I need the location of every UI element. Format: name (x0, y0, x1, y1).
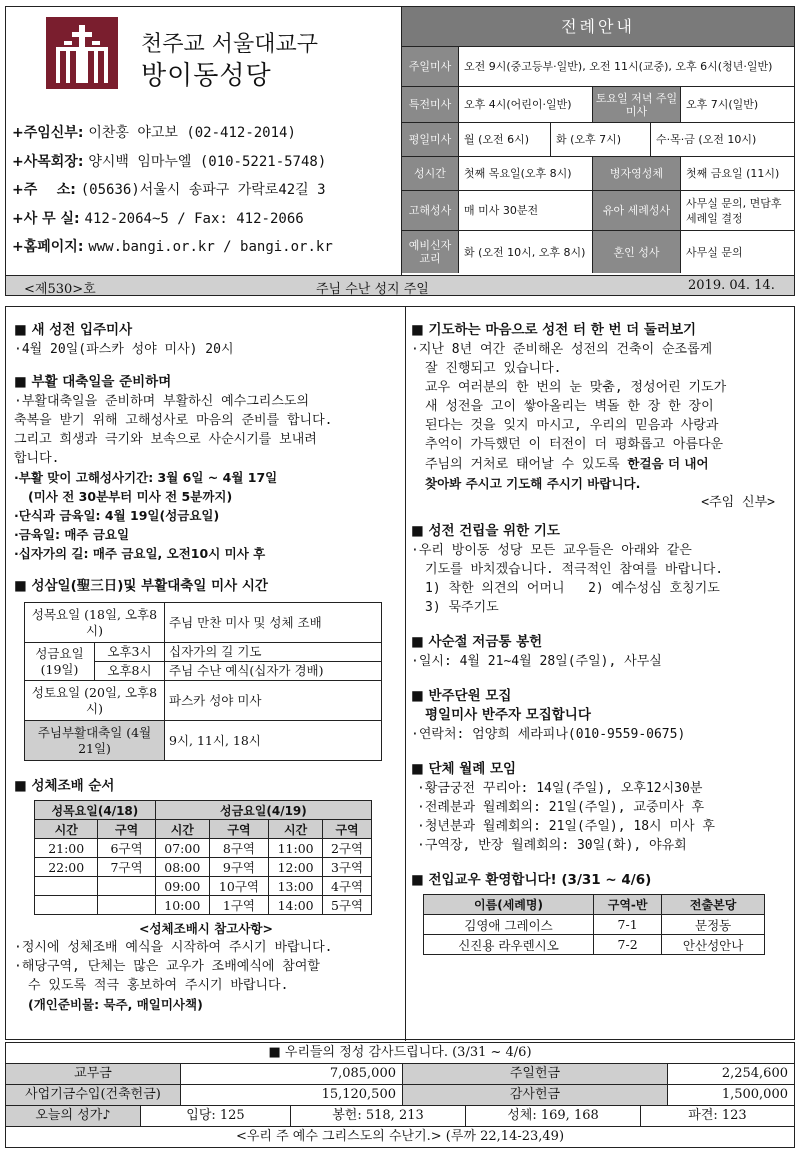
section-title-accompanist: ■ 반주단원 모집 (411, 688, 512, 704)
table-row: 성목요일 (18일, 오후8시) 주님 만찬 미사 및 성체 조배 (25, 603, 382, 643)
gospel-row: <우리 주 예수 그리스도의 수난기.> (루까 22,14-23,49) (235, 1129, 565, 1144)
list-item: ·전례분과 월례회의: 21일(주일), 교중미사 후 (417, 800, 705, 815)
info-office: +사 무 실: 412-2064~5 / Fax: 412-2066 (12, 210, 304, 227)
hymn-row: 오늘의 성가♪ 입당: 125 봉헌: 518, 213 성체: 169, 168 파견: 123 (6, 1106, 794, 1127)
issue-number: <제530>호 (24, 282, 96, 297)
adoration-table: 성목요일(4/18) 성금요일(4/19) 시간 구역 시간 구역 시간 구역 21:00 6구역 07:00 8구역 11:00 2구역 22:00 7구역 08:00 9구역 12:00 3구역 09:00 10구역 13:00 4구역 10:00 1구역 14:00 5구역 (34, 800, 372, 915)
table-row: 21:00 6구역 07:00 8구역 11:00 2구역 (35, 839, 372, 858)
table-row: 주님부활대축일 (4월 21일) 9시, 11시, 18시 (25, 721, 382, 761)
offering-row-1: 교무금 7,085,000 주일헌금 2,254,600 (6, 1064, 794, 1085)
section-title-adoration: ■ 성체조배 순서 (14, 778, 115, 794)
adoration-notes-title: <성체조배시 참고사항> (139, 921, 273, 936)
section-title-church-site: ■ 기도하는 마음으로 성전 터 한 번 더 둘러보기 (411, 322, 697, 338)
section-title-triduum: ■ 성삼일(聖三日)및 부활대축일 미사 시간 (14, 578, 268, 594)
parish-diocese: 천주교 서울대교구 (141, 32, 319, 57)
welcome-table: 이름(세례명) 구역-반 전출본당 김영애 그레이스 7-1 문정동 신진용 라우렌시오 7-2 안산성안나 (423, 894, 765, 955)
column-divider (405, 307, 406, 1041)
left-column: ■ 새 성전 입주미사 ·4월 20일(파스카 성야 미사) 20시 ■ 부활 대축일을 준비하며 ·부활대축일을 준비하며 부활하신 예수그리스도의 축복을 받기 위해 고해성사로 마음의 준비를 합니다. 그리고 희생과 극기와 보속으로 사순시기를 보내려 합니다. ·부활 맞이 고해성사기간: 3월 6일 ~ 4월 17일 (미사 전 30분부터 미사 전 5분까지) ·단식과 금육일: 4월 19일(성금요일) ·금육일: 매주 금요일 ·십자가의 길: 매주 금요일, 오전10시 미사 후 ■ 성삼일(聖三日)및 부활대축일 미사 시간 성목요일 (18일, 오후8시) 주님 만찬 미사 및 성체 조배 성금요일 (19일) 오후3시 십자가의 길 기도 오후8시 주님 수난 예식(십자가 경배) 성토요일 (20일, 오후8시) 파스카 성야 미사 주님부활대축일 (4월 21일) 9시, 11시, 18시 ■ 성체조배 순서 성목요일(4/18) 성금요일(4/19) 시간 구역 시간 구역 시간 구역 21:00 6구역 07:00 8구역 11:00 2구역 22:00 7구역 08:00 9구역 12:00 3구역 09:00 10구역 13:00 4구역 10:00 1구역 14:00 5구역 <성체조배시 참고사항> ·정시에 성체조배 예식을 시작하여 주시기 바랍니다. ·해당구역, 단체는 많은 교우가 조배예식에 참여할 수 있도록 적극 홍보하여 주시기 바랍니다. (개인준비물: 묵주, 매일미사책) (14, 321, 398, 1014)
mass-row-weekday: 평일미사 월 (오전 6시) 화 (오후 7시) 수·목·금 (오전 10시) (402, 123, 794, 157)
right-column: ■ 기도하는 마음으로 성전 터 한 번 더 둘러보기 ·지난 8년 여간 준비해온 성전의 건축이 순조롭게 잘 진행되고 있습니다. 교우 여러분의 한 번의 눈 맞춤, 정성어린 기도가 새 성전을 고이 쌓아올리는 벽돌 한 장 한 장이 된다는 것을 잊지 마시고, 우리의 믿음과 사랑과 추억이 가득했던 이 터전이 더 평화롭고 아름다운 주님의 거처로 태어날 수 있도록 한걸음 더 내어 찾아봐 주시고 기도해 주시기 바랍니다. <주임 신부> ■ 성전 건립을 위한 기도 ·우리 방이동 성당 모든 교우들은 아래와 같은 기도를 바치겠습니다. 적극적인 참여를 바랍니다. 1) 착한 의견의 어머니 2) 예수성심 호칭기도 3) 묵주기도 ■ 사순절 저금통 봉헌 ·일시: 4월 21~4월 28일(주일), 사무실 ■ 반주단원 모집 평일미사 반주자 모집합니다 ·연락처: 엄양희 세라피나(010-9559-0675) ■ 단체 월례 모임 ·황금궁전 꾸리아: 14일(주일), 오후12시30분 ·전례분과 월례회의: 21일(주일), 교중미사 후 ·청년분과 월례회의: 21일(주일), 18시 미사 후 ·구역장, 반장 월례회의: 30일(화), 야유회 ■ 전입교우 환영합니다! (3/31 ~ 4/6) 이름(세례명) 구역-반 전출본당 김영애 그레이스 7-1 문정동 신진용 라우렌시오 7-2 안산성안나 (411, 321, 791, 955)
issue-bar (6, 275, 794, 295)
parish-name: 방이동성당 (141, 61, 272, 91)
info-pastor: +주임신부: 이찬홍 야고보 (02-412-2014) (12, 125, 296, 141)
pastor-signature: <주임 신부> (701, 495, 775, 510)
offering-row-2: 사업기금수입(건축헌금) 15,120,500 감사헌금 1,500,000 (6, 1085, 794, 1106)
table-row: 09:00 10구역 13:00 4구역 (35, 877, 372, 896)
issue-date: 2019. 04. 14. (688, 278, 775, 293)
table-row: 성금요일 (19일) 오후3시 십자가의 길 기도 (25, 643, 382, 662)
mass-row-special: 특전미사 오후 4시(어린이·일반) 토요일 저녁 주일 미사 오후 7시(일반) (402, 87, 794, 123)
section-title-group-meetings: ■ 단체 월례 모임 (411, 761, 517, 777)
section-title-lent-savings: ■ 사순절 저금통 봉헌 (411, 634, 543, 650)
info-homepage: +홈페이지: www.bangi.or.kr / bangi.or.kr (12, 239, 333, 255)
issue-title: 주님 수난 성지 주일 (316, 282, 429, 297)
bulletin-body (5, 306, 795, 1040)
parish-logo-icon (46, 17, 118, 89)
bulletin-header (5, 6, 795, 296)
table-row: 성토요일 (20일, 오후8시) 파스카 성야 미사 (25, 681, 382, 721)
list-item: ·구역장, 반장 월례회의: 30일(화), 야유회 (417, 838, 687, 853)
table-row: 10:00 1구역 14:00 5구역 (35, 896, 372, 915)
triduum-table (24, 602, 382, 761)
info-council: +사목회장: 양시백 임마누엘 (010-5221-5748) (12, 153, 327, 170)
table-row: 신진용 라우렌시오 7-2 안산성안나 (424, 935, 765, 955)
mass-row-sunday: 주일미사 오전 9시(중고등부·일반), 오전 11시(교중), 오후 6시(청년·일반) (402, 47, 794, 87)
thanks-title-row: ■ 우리들의 정성 감사드립니다. (3/31 ~ 4/6) (6, 1043, 794, 1064)
table-row: 김영애 그레이스 7-1 문정동 (424, 915, 765, 935)
mass-schedule-title: 전례안내 (402, 7, 794, 47)
parish-contact-info (12, 119, 392, 262)
section-title-easter-prep: ■ 부활 대축일을 준비하며 (14, 374, 172, 390)
section-title-new-church-mass: ■ 새 성전 입주미사 (14, 322, 133, 338)
mass-row-confession: 고해성사 매 미사 30분전 유아 세례성사 사무실 문의, 면담후 세례일 결정 (402, 191, 794, 231)
section-title-welcome: ■ 전입교우 환영합니다! (3/31 ~ 4/6) (411, 872, 652, 888)
table-row: 22:00 7구역 08:00 9구역 12:00 3구역 (35, 858, 372, 877)
mass-schedule-panel (401, 7, 794, 275)
mass-row-catechumen: 예비신자 교리 화 (오전 10시, 오후 8시) 혼인 성사 사무실 문의 (402, 231, 794, 273)
offerings-footer (5, 1042, 795, 1148)
info-address: +주 소: (05636)서울시 송파구 가락로42길 3 (12, 182, 326, 198)
list-item: ·황금궁전 꾸리아: 14일(주일), 오후12시30분 (417, 781, 703, 796)
section-title-building-prayer: ■ 성전 건립을 위한 기도 (411, 523, 560, 539)
list-item: ·청년분과 월례회의: 21일(주일), 18시 미사 후 (417, 819, 715, 834)
mass-row-holyhour: 성시간 첫째 목요일(오후 8시) 병자영성체 첫째 금요일 (11시) (402, 157, 794, 191)
parish-branding (46, 17, 396, 97)
table-row: 오후8시 주님 수난 예식(십자가 경배) (25, 662, 382, 681)
